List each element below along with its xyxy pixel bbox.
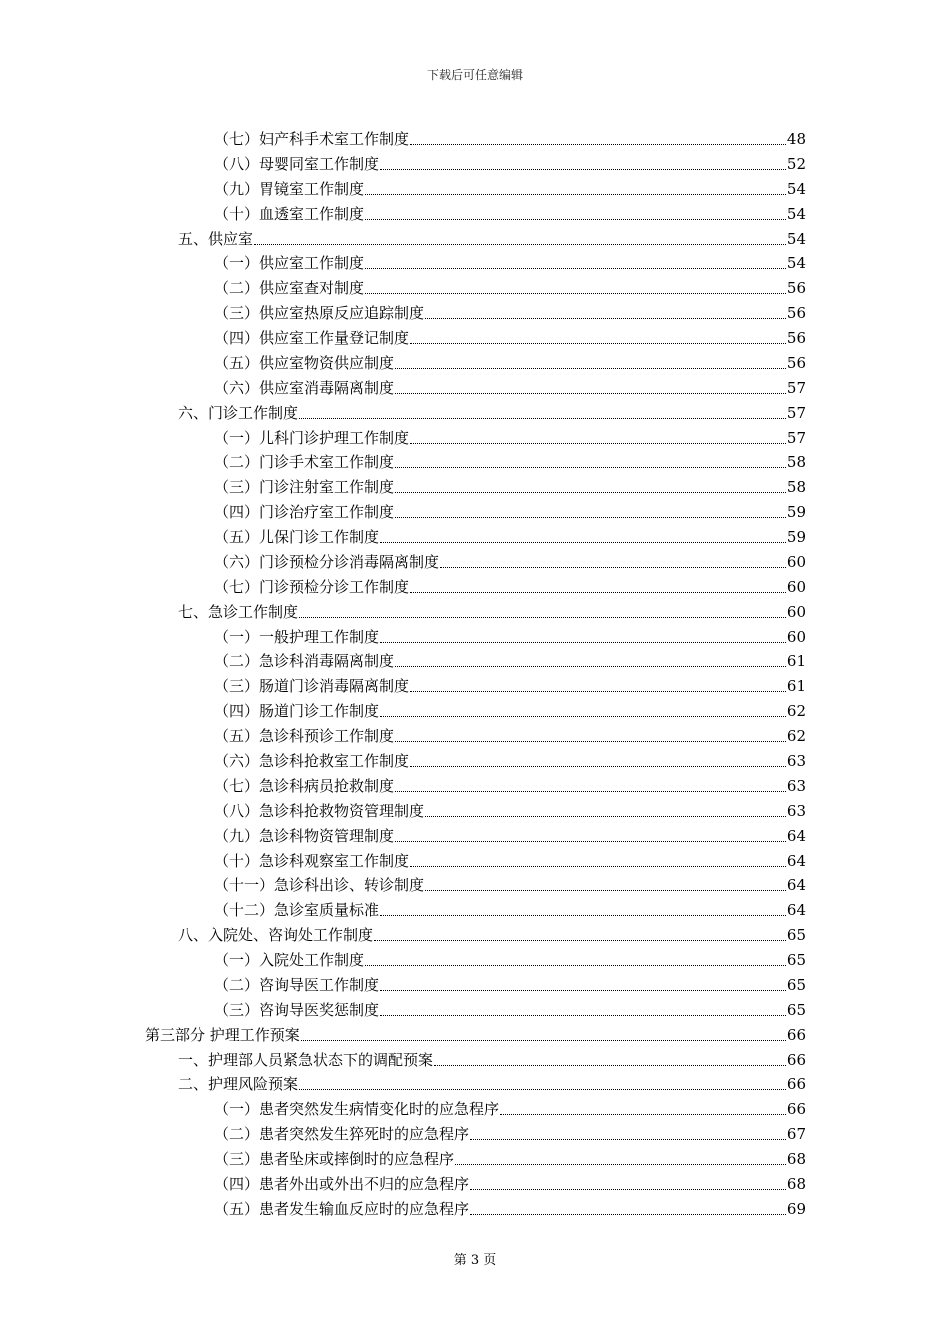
- toc-dot-leader: [425, 317, 786, 319]
- toc-entry-page: 65: [786, 1000, 806, 1019]
- toc-entry-page: 64: [786, 876, 806, 895]
- toc-entry[interactable]: [214, 869, 806, 894]
- toc-entry[interactable]: [178, 1044, 806, 1069]
- toc-entry-title: （二）急诊科消毒隔离制度: [214, 652, 395, 671]
- toc-entry[interactable]: [178, 1068, 806, 1093]
- toc-dot-leader: [380, 541, 786, 543]
- toc-entry-title: （三）患者坠床或摔倒时的应急程序: [214, 1150, 455, 1169]
- toc-entry[interactable]: [214, 571, 806, 596]
- toc-entry-title: （三）肠道门诊消毒隔离制度: [214, 677, 410, 696]
- toc-entry[interactable]: [214, 1143, 806, 1168]
- toc-entry-page: 66: [786, 1050, 806, 1069]
- toc-entry-title: （二）供应室查对制度: [214, 279, 365, 298]
- toc-dot-leader: [395, 367, 786, 369]
- toc-entry-title: （二）咨询导医工作制度: [214, 975, 380, 994]
- toc-entry-title: （七）门诊预检分诊工作制度: [214, 577, 410, 596]
- toc-entry[interactable]: [214, 148, 806, 173]
- toc-entry[interactable]: [214, 198, 806, 223]
- toc-entry-page: 60: [786, 552, 806, 571]
- toc-entry-title: （十二）急诊室质量标准: [214, 901, 380, 920]
- toc-entry[interactable]: [214, 795, 806, 820]
- toc-dot-leader: [380, 914, 786, 916]
- toc-entry-page: 59: [786, 503, 806, 522]
- toc-dot-leader: [425, 889, 786, 891]
- toc-entry[interactable]: [214, 372, 806, 397]
- toc-entry-page: 60: [786, 627, 806, 646]
- toc-entry-title: （四）供应室工作量登记制度: [214, 329, 410, 348]
- toc-entry-page: 54: [786, 204, 806, 223]
- toc-entry-title: （一）入院处工作制度: [214, 951, 365, 970]
- toc-entry-page: 56: [786, 329, 806, 348]
- toc-dot-leader: [365, 292, 786, 294]
- toc-entry[interactable]: [214, 695, 806, 720]
- toc-entry-title: （六）供应室消毒隔离制度: [214, 378, 395, 397]
- toc-entry-title: （二）门诊手术室工作制度: [214, 453, 395, 472]
- toc-dot-leader: [470, 1213, 786, 1215]
- toc-entry-page: 65: [786, 926, 806, 945]
- toc-entry-page: 60: [786, 577, 806, 596]
- toc-dot-leader: [254, 243, 786, 245]
- toc-entry[interactable]: [214, 446, 806, 471]
- toc-entry[interactable]: [178, 223, 806, 248]
- toc-entry-page: 54: [786, 179, 806, 198]
- toc-entry-title: （五）患者发生输血反应时的应急程序: [214, 1199, 470, 1218]
- toc-entry-page: 48: [786, 130, 806, 148]
- toc-entry-title: 第三部分 护理工作预案: [145, 1025, 300, 1044]
- toc-dot-leader: [299, 417, 786, 419]
- toc-entry[interactable]: [214, 173, 806, 198]
- toc-entry-page: 59: [786, 528, 806, 547]
- toc-entry-title: （四）患者外出或外出不归的应急程序: [214, 1174, 470, 1193]
- toc-entry-title: 八、入院处、咨询处工作制度: [178, 926, 374, 945]
- toc-dot-leader: [395, 790, 786, 792]
- toc-entry[interactable]: [214, 546, 806, 571]
- toc-entry[interactable]: [145, 1019, 806, 1044]
- toc-entry[interactable]: [214, 471, 806, 496]
- toc-dot-leader: [470, 1188, 786, 1190]
- page-number: 第 3 页: [453, 1253, 497, 1268]
- toc-dot-leader: [455, 1163, 786, 1165]
- toc-entry-page: 64: [786, 826, 806, 845]
- toc-entry-title: （三）咨询导医奖惩制度: [214, 1000, 380, 1019]
- toc-entry-title: （三）门诊注射室工作制度: [214, 478, 395, 497]
- toc-entry-title: （一）一般护理工作制度: [214, 627, 380, 646]
- toc-dot-leader: [470, 1138, 786, 1140]
- toc-dot-leader: [380, 168, 786, 170]
- toc-entry-title: 一、护理部人员紧急状态下的调配预案: [178, 1050, 434, 1069]
- toc-entry-title: 二、护理风险预案: [178, 1075, 299, 1094]
- toc-entry-title: （九）胃镜室工作制度: [214, 179, 365, 198]
- toc-entry[interactable]: [214, 322, 806, 347]
- toc-dot-leader: [380, 1014, 786, 1016]
- toc-dot-leader: [365, 964, 786, 966]
- toc-entry-page: 65: [786, 951, 806, 970]
- toc-entry[interactable]: [214, 297, 806, 322]
- toc-entry-title: （七）急诊科病员抢救制度: [214, 776, 395, 795]
- toc-entry-page: 67: [786, 1125, 806, 1144]
- toc-entry[interactable]: [178, 596, 806, 621]
- toc-dot-leader: [374, 939, 786, 941]
- toc-entry[interactable]: [214, 720, 806, 745]
- toc-entry[interactable]: [214, 422, 806, 447]
- toc-entry-page: 69: [786, 1199, 806, 1218]
- toc-entry[interactable]: [178, 919, 806, 944]
- toc-entry[interactable]: [214, 123, 806, 148]
- toc-entry-page: 66: [786, 1100, 806, 1119]
- toc-entry-title: （十一）急诊科出诊、转诊制度: [214, 876, 425, 895]
- page-header: 下载后可任意编辑: [426, 68, 523, 82]
- toc-dot-leader: [395, 516, 786, 518]
- toc-entry-page: 58: [786, 478, 806, 497]
- toc-entry-page: 64: [786, 901, 806, 920]
- toc-dot-leader: [365, 267, 786, 269]
- toc-entry-page: 56: [786, 279, 806, 298]
- toc-entry[interactable]: [214, 1193, 806, 1218]
- toc-entry[interactable]: [214, 745, 806, 770]
- toc-entry-title: 六、门诊工作制度: [178, 403, 299, 422]
- toc-entry-title: （四）肠道门诊工作制度: [214, 702, 380, 721]
- toc-entry-title: （二）患者突然发生猝死时的应急程序: [214, 1125, 470, 1144]
- toc-entry-page: 57: [786, 378, 806, 397]
- toc-dot-leader: [395, 491, 786, 493]
- toc-entry-title: （十）急诊科观察室工作制度: [214, 851, 410, 870]
- toc-entry-page: 54: [786, 254, 806, 273]
- toc-dot-leader: [380, 715, 786, 717]
- toc-entry-title: （六）门诊预检分诊消毒隔离制度: [214, 552, 440, 571]
- toc-dot-leader: [395, 665, 786, 667]
- toc-dot-leader: [440, 566, 786, 568]
- toc-entry-title: （五）供应室物资供应制度: [214, 353, 395, 372]
- toc-dot-leader: [410, 143, 786, 145]
- toc-entry-title: （三）供应室热原反应追踪制度: [214, 304, 425, 323]
- toc-entry[interactable]: [214, 820, 806, 845]
- toc-entry-title: （一）供应室工作制度: [214, 254, 365, 273]
- toc-entry-title: （八）母婴同室工作制度: [214, 154, 380, 173]
- toc-entry[interactable]: [214, 521, 806, 546]
- toc-dot-leader: [299, 616, 786, 618]
- toc-dot-leader: [410, 865, 786, 867]
- toc-entry-page: 57: [786, 403, 806, 422]
- toc-entry[interactable]: [214, 1118, 806, 1143]
- toc-dot-leader: [425, 815, 786, 817]
- toc-dot-leader: [301, 1039, 786, 1041]
- toc-entry[interactable]: [214, 894, 806, 919]
- toc-entry-title: （九）急诊科物资管理制度: [214, 826, 395, 845]
- toc-entry-page: 63: [786, 752, 806, 770]
- toc-entry-page: 63: [786, 776, 806, 795]
- toc-entry[interactable]: [214, 770, 806, 795]
- toc-entry-title: （一）患者突然发生病情变化时的应急程序: [214, 1100, 500, 1119]
- toc-entry[interactable]: [214, 247, 806, 272]
- toc-dot-leader: [380, 989, 786, 991]
- toc-entry[interactable]: [214, 944, 806, 969]
- toc-entry-page: 62: [786, 727, 806, 746]
- toc-entry-page: 57: [786, 428, 806, 447]
- toc-entry[interactable]: [214, 645, 806, 670]
- toc-entry-title: （七）妇产科手术室工作制度: [214, 130, 410, 148]
- toc-entry[interactable]: [214, 496, 806, 521]
- toc-entry-page: 56: [786, 304, 806, 323]
- toc-entry-title: （五）急诊科预诊工作制度: [214, 727, 395, 746]
- toc-entry-page: 54: [786, 229, 806, 248]
- toc-entry[interactable]: [214, 1168, 806, 1193]
- toc-dot-leader: [365, 218, 786, 220]
- toc-entry-page: 61: [786, 652, 806, 671]
- toc-dot-leader: [500, 1113, 786, 1115]
- toc-entry-page: 52: [786, 154, 806, 173]
- toc-dot-leader: [410, 442, 786, 444]
- toc-dot-leader: [434, 1064, 786, 1066]
- toc-dot-leader: [365, 193, 786, 195]
- toc-entry-page: 65: [786, 975, 806, 994]
- toc-entry[interactable]: [214, 994, 806, 1019]
- toc-entry[interactable]: [214, 621, 806, 646]
- toc-entry-title: （四）门诊治疗室工作制度: [214, 503, 395, 522]
- toc-entry-page: 60: [786, 602, 806, 621]
- toc-entry-page: 56: [786, 353, 806, 372]
- toc-entry-page: 68: [786, 1174, 806, 1193]
- toc-entry-page: 63: [786, 801, 806, 820]
- toc-entry-title: （六）急诊科抢救室工作制度: [214, 752, 410, 770]
- toc-entry-page: 66: [786, 1075, 806, 1094]
- toc-dot-leader: [395, 466, 786, 468]
- toc-entry[interactable]: [178, 397, 806, 422]
- toc-entry-title: （十）血透室工作制度: [214, 204, 365, 223]
- toc-entry[interactable]: [214, 1093, 806, 1118]
- toc-dot-leader: [380, 641, 786, 643]
- toc-entry-page: 61: [786, 677, 806, 696]
- toc-dot-leader: [299, 1088, 786, 1090]
- toc-entry-title: （八）急诊科抢救物资管理制度: [214, 801, 425, 820]
- toc-entry-page: 62: [786, 702, 806, 721]
- toc-entry[interactable]: [214, 845, 806, 870]
- toc-entry-title: （一）儿科门诊护理工作制度: [214, 428, 410, 447]
- toc-dot-leader: [395, 840, 786, 842]
- toc-entry[interactable]: [214, 670, 806, 695]
- toc-dot-leader: [410, 765, 786, 767]
- toc-entry[interactable]: [214, 969, 806, 994]
- toc-entry-title: 七、急诊工作制度: [178, 602, 299, 621]
- toc-entry-title: 五、供应室: [178, 229, 254, 248]
- toc-dot-leader: [395, 740, 786, 742]
- toc-entry[interactable]: [214, 272, 806, 297]
- toc-dot-leader: [410, 342, 786, 344]
- toc-entry-page: 66: [786, 1025, 806, 1044]
- toc-entry[interactable]: [214, 347, 806, 372]
- toc-entry-page: 64: [786, 851, 806, 870]
- toc-entry-title: （五）儿保门诊工作制度: [214, 528, 380, 547]
- toc-entry-page: 68: [786, 1150, 806, 1169]
- toc-dot-leader: [395, 392, 786, 394]
- toc-dot-leader: [410, 591, 786, 593]
- toc-entry-page: 58: [786, 453, 806, 472]
- toc-dot-leader: [410, 690, 786, 692]
